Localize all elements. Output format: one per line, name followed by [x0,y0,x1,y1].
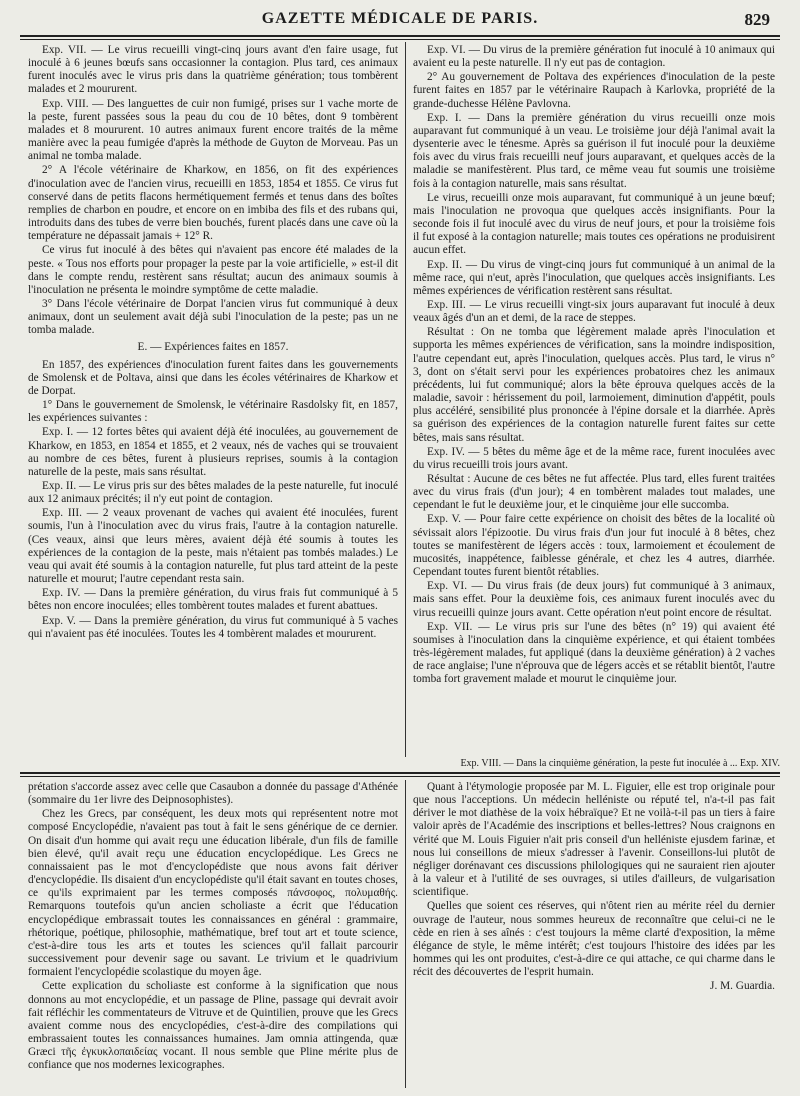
paragraph: Exp. V. — Pour faire cette expérience on choisit des bêtes de la localité où sévissait alors l'épizootie. Du virus frais d'un jour fut inoculé à 8 bêtes, chez toutes se manifestèrent de légers accès : toux, larmoiement et écoulement de mucosités, inappétence, faiblesse générale, et chez les 4 autres, diarrhée. Cependant toutes furent bientôt rétablies. [413,513,775,579]
page-header [20,10,780,32]
paragraph: 2° A l'école vétérinaire de Kharkow, en 1856, on fit des expériences d'inoculation avec de l'ancien virus, recueilli en 1853, 1854 et 1855. Ce virus fut conservé dans de petits flacons hermétiquement fermés et tenus dans des boîtes remplies de charbon en poudre, et encore on en imbiba des fils et des rubans qui, introduits dans des tubes de verre bien bouchés, furent placés dans une cave où la température ne dépassait jamais + 12° R. [28,164,398,243]
paragraph: Exp. I. — 12 fortes bêtes qui avaient déjà été inoculées, au gouvernement de Kharkow, en 1853, en 1854 et 1855, et 2 veaux, nés de vaches qui se trouvaient au nombre de ces bêtes, furent à plusieurs reprises, soumis à la contagion naturelle de la peste, mais sans résultat. [28,426,398,478]
footer-reference: Exp. VIII. — Dans la cinquième génération, la peste fut inoculée à ... Exp. XIV. [460,758,780,769]
paragraph: Quelles que soient ces réserves, qui n'ôtent rien au mérite réel du dernier ouvrage de l'auteur, nous sommes heureux de reconnaître que celui-ci ne le cède en rien à ses aînés : c'est toujours la même clarté d'exposition, la même élégance de style, le même intérêt; c'est toujours l'histoire des idées par les hommes qui les ont produites, c'est-à-dire ce qui attache, ce qui charme dans le récit des découvertes de l'esprit humain. [413,900,775,979]
bottom-right-column [413,781,775,1089]
journal-title: GAZETTE MÉDICALE DE PARIS. [261,10,539,27]
paragraph: Le virus, recueilli onze mois auparavant, fut communiqué à un jeune bœuf; mais l'inoculation ne provoqua que quelques accès insignifiants. Pour la seconde fois il fut inoculé avec du virus de neuf jours, et pour la troisième fois il fut exposé à la contagion naturelle; mais toutes ces opérations ne produisirent aucun effet. [413,191,775,257]
paragraph: Exp. III. — Le virus recueilli vingt-six jours auparavant fut inoculé à deux veaux âgés d'un an et demi, de la race de steppes. [413,298,775,325]
paragraph: Exp. VII. — Le virus recueilli vingt-cinq jours avant d'en faire usage, fut inoculé à 6 jeunes bœufs sans occasionner la contagion. Plus tard, ces animaux furent inoculés avec le virus pris dans la quatrième génération; tous tombèrent malades et 2 moururent. [28,44,398,96]
section-heading: E. — Expériences faites en 1857. [137,341,289,354]
paragraph: Exp. VIII. — Des languettes de cuir non fumigé, prises sur 1 vache morte de la peste, furent passées sous la peau du cou de 10 bêtes, dont 9 tombèrent malades et 8 moururent. 10 autres animaux furent encore traités de la même manière avec la peau fumigée d'après la méthode de Guyton de Morveau. Pas un animal ne tomba malade. [28,97,398,163]
paragraph: Exp. IV. — 5 bêtes du même âge et de la même race, furent inoculées avec du virus recueilli trois jours avant. [413,445,775,471]
bottom-column-divider [405,780,406,1088]
paragraph: 2° Au gouvernement de Poltava des expériences d'inoculation de la peste furent faites en 1857 par le vétérinaire Raupach à Karlovka, propriété de la grande-duchesse Hélène Pavlovna. [413,71,775,110]
header-rule [20,35,780,37]
paragraph: Exp. IV. — Dans la première génération, du virus frais fut communiqué à 5 bêtes non encore inoculées; elles tombèrent toutes malades et furent abattues. [28,587,398,613]
paragraph: prétation s'accorde assez avec celle que Casaubon a donnée du passage d'Athénée (sommaire du 1er livre des Deipnosophistes). [28,781,398,807]
paragraph: Exp. VII. — Le virus pris sur l'une des bêtes (n° 19) qui avaient été soumises à l'inoculation dans la cinquième expérience, et qui étaient tombées très-légèrement malades, fut appliqué (dans la deuxième génération) à 2 vaches de race anglaise; l'une n'éprouva que de légers accès et se rétablit bientôt, l'autre tomba fort gravement malade et mourut le cinquième jour. [413,620,775,686]
paragraph: Exp. II. — Du virus de vingt-cinq jours fut communiqué à un animal de la même race, qui n'eut, après l'inoculation, que quelques accès insignifiants. Les mêmes expériences de vérification restèrent sans résultat. [413,258,775,297]
left-column [28,44,398,756]
paragraph: Exp. III. — 2 veaux provenant de vaches qui avaient été inoculées, furent soumis, l'un à l'inoculation avec du virus frais, l'autre à la contagion naturelle. (Ces veaux, ainsi que leurs mères, avaient déjà été soumis à toutes les expériences de la contagion de la peste, mais n'étaient pas tombés malades.) Le veau qui avait été soumis à la contagion naturelle, fut plus tard atteint de la peste naturelle et mourut; l'autre cependant resta sain. [28,507,398,586]
paragraph: Chez les Grecs, par conséquent, les deux mots qui représentent notre mot composé Encyclopédie, n'avaient pas tout à fait le sens générique de ce dernier. On disait d'un homme qui avait reçu une éducation libérale, d'un fils de famille bien élevé, qu'il avait reçu une éducation encyclopédique. Les Grecs ne connaissaient pas le mot d'encyclopédiste que nous avons fait dériver d'encyclopédie. Ils disaient d'un encyclopédiste qu'il était savant en toutes choses, ce qu'ils exprimaient par les termes composés πάνσοφος, πολυμαθής. Remarquons toutefois qu'un ancien scholiaste a écrit que l'éducation encyclopédique embrassait toutes les connaissances en général : grammaire, rhétorique, poétique, philosophie, mathématique, bref tout art et toute science, c'est-à-dire tous les arts et toutes les sciences qu'il fallait parcourir successivement pour devenir sage ou savant. Le trivium et le quadrivium formaient l'encyclopédie scolastique du moyen âge. [28,808,398,979]
paragraph: Exp. II. — Le virus pris sur des bêtes malades de la peste naturelle, fut inoculé aux 12 animaux précités; il n'y eut point de contagion. [28,480,398,506]
paragraph: Quant à l'étymologie proposée par M. L. Figuier, elle est trop originale pour que nous l'acceptions. Un médecin helléniste ou réputé tel, n'a-t-il pas fait dériver le mot diathèse de la voix hébraïque? Et ne voilà-t-il pas un tiers à faire valoir après de l'Académie des inscriptions et belles-lettres? Nous craignons en vérité que M. Louis Figuier n'ait pris conseil d'un helléniste ejusdem farinæ, et nous lui conseillons de mieux s'adresser à l'avenir. Conseillons-lui plutôt de négliger dorénavant ces discussions philologiques qui ne sauraient rien ajouter à la valeur et à l'utilité de ses ouvrages, si utiles d'ailleurs, de vulgarisation scientifique. [413,781,775,899]
paragraph: Exp. VI. — Du virus frais (de deux jours) fut communiqué à 3 animaux, mais sans effet. Pour la deuxième fois, ces animaux furent inoculés avec du virus recueilli quinze jours avant. Cette opération n'eut point encore de résultat. [413,580,775,619]
paragraph: Exp. VI. — Du virus de la première génération fut inoculé à 10 animaux qui avaient eu la peste naturelle. Il n'y eut pas de contagion. [413,44,775,70]
feuilleton-rule-thin [20,776,780,777]
author-signature: J. M. Guardia. [710,980,775,993]
feuilleton-rule [20,772,780,774]
paragraph: Résultat : Aucune de ces bêtes ne fut affectée. Plus tard, elles furent traitées avec du virus frais (d'un jour); 4 en tombèrent malades tout malades, une cependant le fut le deuxième jour, et le cinquième jour elle succomba. [413,473,775,512]
paragraph: Ce virus fut inoculé à des bêtes qui n'avaient pas encore été malades de la peste. « Tous nos efforts pour propager la peste par la voie artificielle, » est-il dit dans le compte rendu, restèrent sans résultat; aucun des animaux soumis à l'inoculation ne présenta le moindre symptôme de cette maladie. [28,244,398,296]
paragraph: 3° Dans l'école vétérinaire de Dorpat l'ancien virus fut communiqué à deux animaux, dont un seulement avait déjà subi l'inoculation de la peste; pas un ne tomba malade. [28,297,398,337]
column-divider [405,42,406,757]
header-rule-thin [20,39,780,40]
paragraph: 1° Dans le gouvernement de Smolensk, le vétérinaire Rasdolsky fit, en 1857, les expériences suivantes : [28,399,398,425]
paragraph: Exp. V. — Dans la première génération, du virus fut communiqué à 5 vaches qui n'avaient pas été inoculées. Toutes les 4 tombèrent malades et moururent. [28,614,398,640]
paragraph: Résultat : On ne tomba que légèrement malade après l'inoculation et supporta les mêmes expériences de vérification, sans la moindre indisposition, l'autre cependant eut, après l'inoculation, quelques accès. Plus tard, le virus n° 3, dont on s'était servi pour les expériences probatoires chez les animaux précédents, lui fut communiqué; alors la bête éprouva quelques accès de la maladie, savoir : hérissement du poil, larmoiement, diminution d'appétit, pouls plus accéléré, sensibilité plus prononcée à l'épine dorsale et la diarrhée. Après sa guérison des expériences de la contagion naturelle furent faites sur cette bêtes, mais sans résultat. [413,326,775,444]
paragraph: Exp. I. — Dans la première génération du virus recueilli onze mois auparavant fut communiqué à un veau. Le troisième jour déjà l'animal avait la dysenterie avec le ténesme. Après sa guérison il fut inoculé pour la deuxième fois avec du virus frais recueilli neuf jours auparavant, et quelques accès de la maladie se manifestèrent. Plus tard, ce même veau fut soumis une troisième fois à la contagion naturelle, mais sans résultat. [413,111,775,190]
page-number: 829 [744,10,770,29]
bottom-left-column [28,781,398,1089]
paragraph: Cette explication du scholiaste est conforme à la signification que nous donnons au mot encyclopédie, et un passage de Pline, passage qui devrait avoir fait réfléchir les commentateurs de Vitruve et de Quintilien, prouve que les Grecs avaient comme nous des encyclopédies, c'est-à-dire des compilations qui embrassaient toutes les connaissances humaines. Jam omnia attingenda, quæ Græci τῆς ἐγκυκλοπαιδείας vocant. Il nous semble que Pline mérite plus de confiance que nos modernes lexicographes. [28,980,398,1072]
right-column [413,44,775,756]
paragraph: En 1857, des expériences d'inoculation furent faites dans les gouvernements de Smolensk et de Poltava, ainsi que dans les écoles vétérinaires de Kharkow et de Dorpat. [28,358,398,397]
